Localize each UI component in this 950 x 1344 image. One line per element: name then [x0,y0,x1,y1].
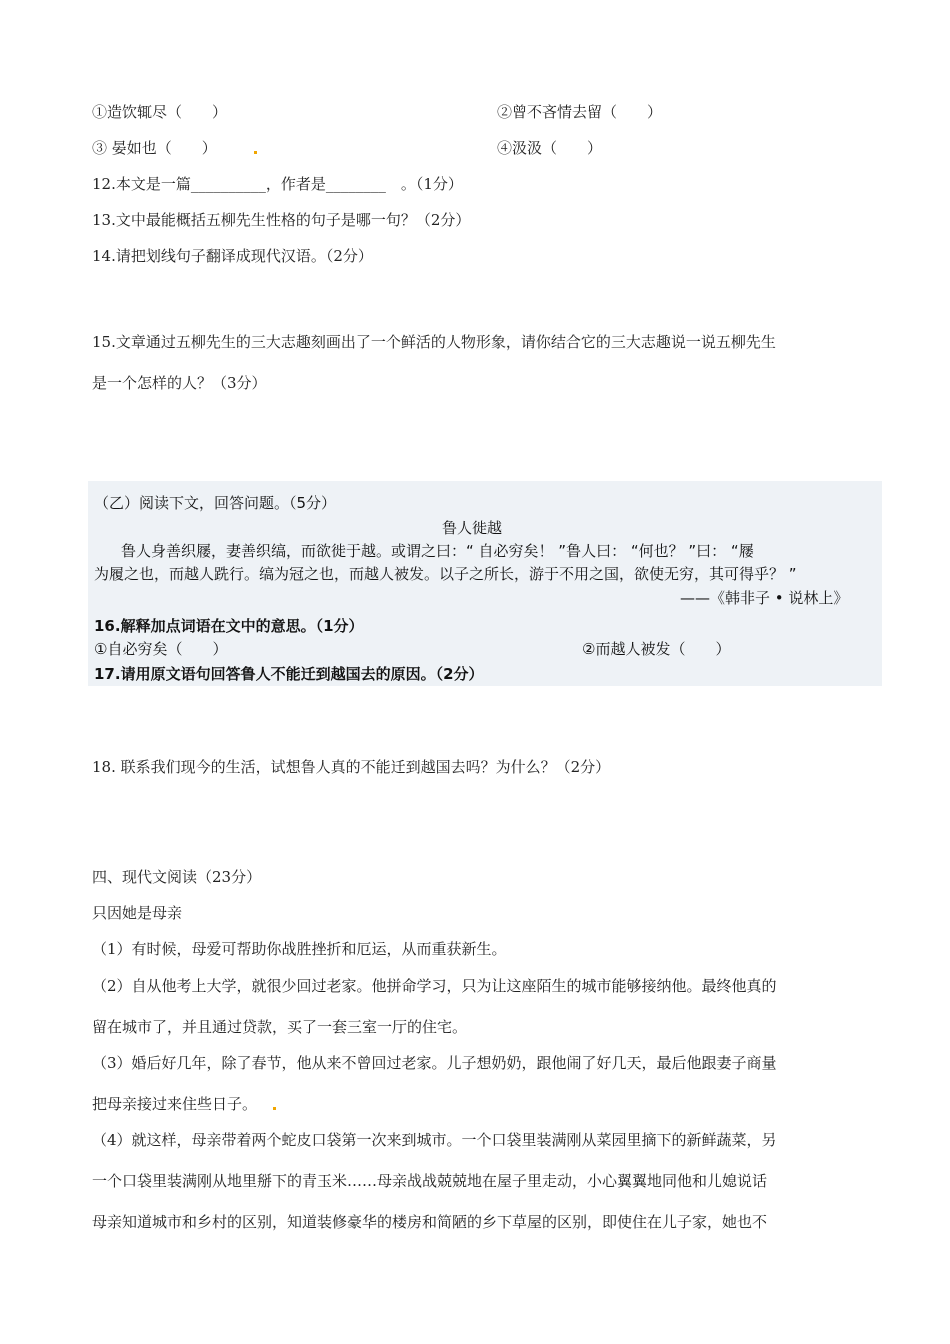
question-14: 14.请把划线句子翻译成现代汉语。（2分） [92,247,373,265]
question-12: 12.本文是一篇__________，作者是________ 。（1分） [92,175,463,193]
q16-item-1: ①自必穷矣（ ） [94,640,228,658]
passage-b-line-2: 为履之也，而越人跣行。缟为冠之也，而越人被发。以子之所长，游于不用之国，欲使无穷，其可得乎？ ” [94,565,797,583]
question-18: 18. 联系我们现今的生活，试想鲁人真的不能迁到越国去吗？为什么？（2分） [92,758,611,776]
question-17: 17.请用原文语句回答鲁人不能迁到越国去的原因。（2分） [94,665,484,683]
question-16: 16.解释加点词语在文中的意思。（1分） [94,617,364,635]
passage-b-heading: （乙）阅读下文，回答问题。（5分） [94,494,337,512]
marker-dot [273,1107,276,1110]
paragraph-3-line-2: 把母亲接过来住些日子。 [92,1095,258,1113]
paragraph-4-line-3: 母亲知道城市和乡村的区别，知道装修豪华的楼房和简陋的乡下草屋的区别，即使住在儿子家，她也不 [92,1213,768,1231]
passage-b-box [88,481,882,686]
q16-item-2: ②而越人被发（ ） [582,640,731,658]
question-15-line-2: 是一个怎样的人？（3分） [92,374,267,392]
paragraph-2-line-2: 留在城市了，并且通过贷款，买了一套三室一厅的住宅。 [92,1018,468,1036]
question-15-line-1: 15.文章通过五柳先生的三大志趣刻画出了一个鲜活的人物形象，请你结合它的三大志趣说一说五柳先生 [92,333,776,351]
article-title: 只因她是母亲 [92,904,183,922]
passage-b-line-1: 鲁人身善织屦，妻善织缟，而欲徙于越。或谓之曰：“ 自必穷矣！ ”鲁人曰： “何也？ ”曰： “屦 [121,542,754,560]
marker-dot [254,151,257,154]
q11-item-4: ④汲汲（ ） [497,139,603,157]
paragraph-3-line-1: （3）婚后好几年，除了春节，他从来不曾回过老家。儿子想奶奶，跟他闹了好几天，最后他跟妻子商量 [92,1054,777,1072]
q11-item-2: ②曾不吝情去留（ ） [497,103,663,121]
question-13: 13.文中最能概括五柳先生性格的句子是哪一句？（2分） [92,211,471,229]
passage-b-title: 鲁人徙越 [442,519,503,537]
paragraph-1: （1）有时候，母爱可帮助你战胜挫折和厄运，从而重获新生。 [92,940,507,958]
q11-item-3: ③ 晏如也（ ） [92,139,217,157]
passage-b-source: ——《韩非子 • 说林上》 [680,589,849,607]
q11-item-1: ①造饮辄尽（ ） [92,103,228,121]
section-4-heading: 四、现代文阅读（23分） [92,868,262,886]
paragraph-4-line-2: 一个口袋里装满刚从地里掰下的青玉米……母亲战战兢兢地在屋子里走动，小心翼翼地同他和儿媳说话 [92,1172,768,1190]
paragraph-2-line-1: （2）自从他考上大学，就很少回过老家。他拼命学习，只为让这座陌生的城市能够接纳他。最终他真的 [92,977,777,995]
paragraph-4-line-1: （4）就这样，母亲带着两个蛇皮口袋第一次来到城市。一个口袋里装满刚从菜园里摘下的新鲜蔬菜，另 [92,1131,777,1149]
